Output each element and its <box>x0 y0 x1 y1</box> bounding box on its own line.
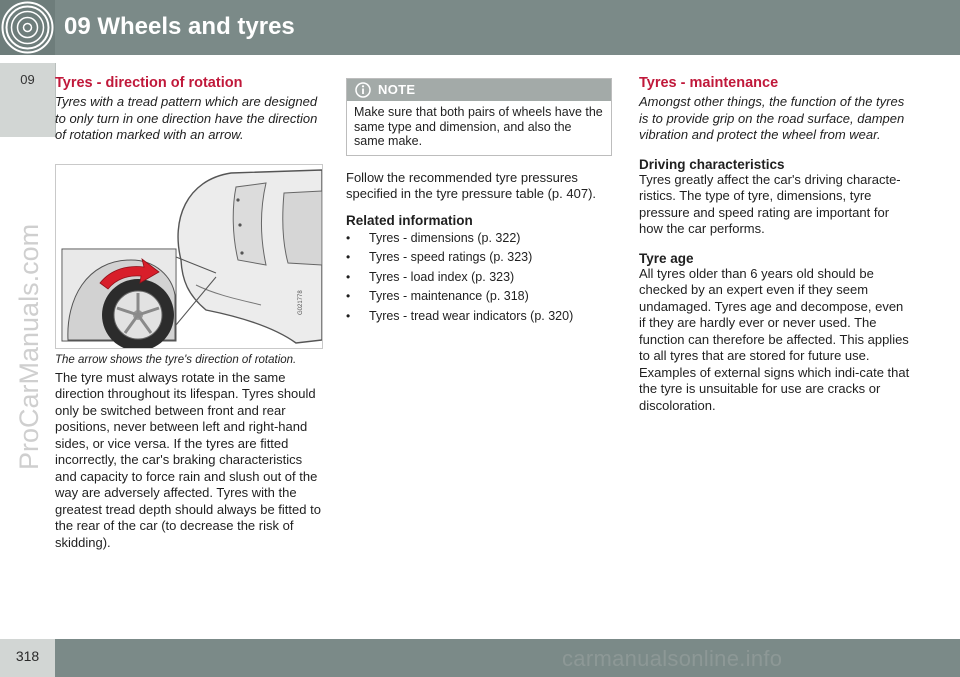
section-lead: Amongst other things, the function of the tyres is to provide grip on the road surface, dampen vibration and protect the wheel from wear. <box>639 94 905 142</box>
section-heading: Tyres - direction of rotation <box>55 75 243 91</box>
chapter-tab <box>0 63 56 137</box>
figure-code: G021778 <box>298 289 304 315</box>
rotation-arrow-icon <box>56 165 322 348</box>
subheading-driving: Driving characteristics <box>639 156 785 172</box>
column-note <box>346 75 618 326</box>
bullet: • <box>346 250 351 264</box>
page-number: 318 <box>15 648 40 664</box>
related-link[interactable]: Tyres - speed ratings (p. 323) <box>369 250 533 264</box>
related-link[interactable]: Tyres - dimensions (p. 322) <box>369 230 521 245</box>
header-icon-box <box>0 0 55 55</box>
column-maintenance <box>639 75 911 414</box>
note-text: Make sure that both pairs of wheels have the same type and dimension, and also the same make. <box>354 105 603 148</box>
note-title: NOTE <box>378 82 416 97</box>
bullet: • <box>346 269 351 284</box>
info-icon <box>355 82 371 98</box>
related-link[interactable]: Tyres - maintenance (p. 318) <box>369 289 529 303</box>
tyre-rotation-figure <box>55 164 323 349</box>
bullet: • <box>346 308 351 323</box>
chapter-number: 09 <box>20 72 35 87</box>
body-text: All tyres older than 6 years old should be checked by an expert even if they seem undamaged. Tyres age and decompose, even if they are hardly ever or never used. The function can therefore be affected. This applies to all tyres that are stored for future use. Examples of external signs which indi-cate that the tyre is unsuitable for use are cracks or discoloration. <box>639 265 910 413</box>
column-direction-of-rotation <box>55 75 323 551</box>
body-text: The tyre must always rotate in the same direction throughout its lifespan. Tyres should only be switched between front and rear positions, never between left and right-hand sides, or vice versa. If the tyres are fitted incorrectly, the car's braking characteristics and capacity to force rain and slush out of the way are adversely affected. Tyres with the greatest tread depth should always be fitted to the rear of the car (to decrease the risk of skidding). <box>55 369 321 550</box>
list-item[interactable] <box>346 248 618 268</box>
list-item[interactable] <box>346 287 618 307</box>
related-heading: Related information <box>346 212 473 228</box>
related-link[interactable]: Tyres - load index (p. 323) <box>369 269 515 284</box>
note-header <box>347 79 611 101</box>
body-text: Tyres greatly affect the car's driving characte-ristics. The type of tyre, dimensions, tyre pressure and speed rating are important for how the car performs. <box>639 171 901 236</box>
tire-icon <box>0 0 55 55</box>
figure-caption: The arrow shows the tyre's direction of rotation. <box>55 353 297 366</box>
bullet: • <box>346 289 351 303</box>
list-item[interactable] <box>346 229 618 249</box>
related-list <box>346 229 618 327</box>
section-heading: Tyres - maintenance <box>639 75 779 91</box>
bullet: • <box>346 230 351 245</box>
page-title: 09 Wheels and tyres <box>64 13 295 40</box>
related-link[interactable]: Tyres - tread wear indicators (p. 320) <box>369 308 574 323</box>
footer-bar <box>0 639 960 677</box>
subheading-tyre-age: Tyre age <box>639 250 694 266</box>
footer-watermark: carmanualsonline.info <box>562 646 783 671</box>
list-item[interactable] <box>346 268 618 288</box>
list-item[interactable] <box>346 307 618 327</box>
section-lead: Tyres with a tread pattern which are designed to only turn in one direction have the direction of rotation marked with an arrow. <box>55 94 318 142</box>
body-text: Follow the recommended tyre pressures specified in the tyre pressure table (p. 407). <box>346 169 597 201</box>
note-box <box>346 78 612 156</box>
side-watermark: ProCarManuals.com <box>14 223 44 470</box>
